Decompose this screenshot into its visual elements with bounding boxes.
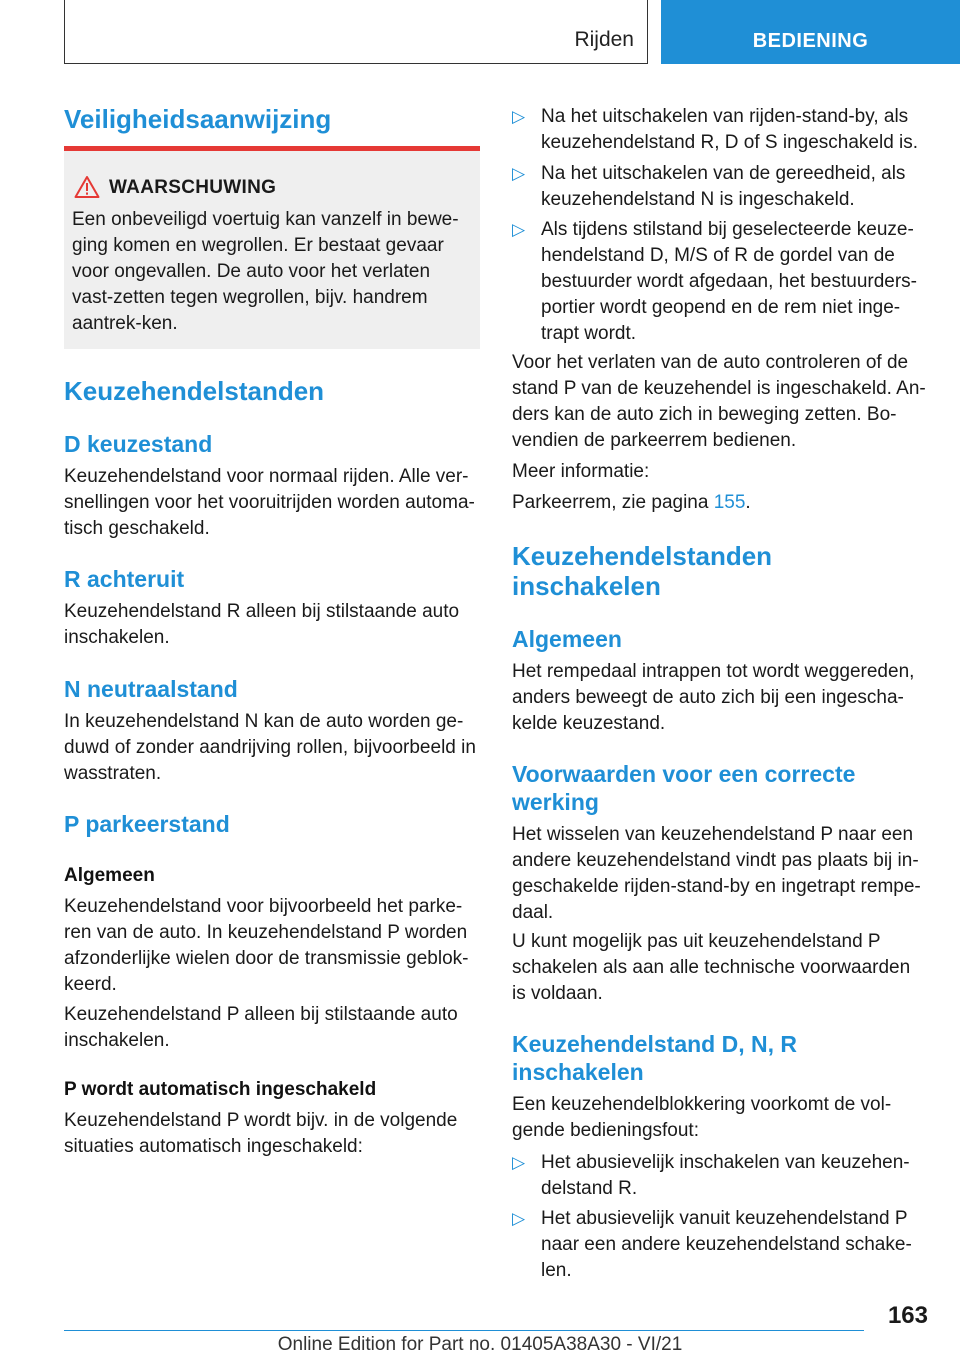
bullet-triangle-icon: ▷: [512, 220, 526, 239]
subheading-auto: P wordt automatisch ingeschakeld: [64, 1079, 377, 1100]
paragraph-leave: Voor het verlaten van de auto controleren of de stand P van de keuzehendel is ingeschakeld. An-ders kan de auto zich in beweging zetten. Bo-vendien de parkeerrem bedienen.: [512, 352, 926, 451]
bullet-triangle-icon: ▷: [512, 1153, 526, 1172]
paragraph-n: In keuzehendelstand N kan de auto worden ge-duwd of zonder aandrijving rollen, bijvoorbeeld in wasstraten.: [64, 711, 476, 784]
page-link[interactable]: 155: [713, 492, 746, 513]
warning-triangle-icon: [74, 175, 100, 199]
paragraph-dnr: Een keuzehendelblokkering voorkomt de vol-gende bedieningsfout:: [512, 1094, 892, 1141]
list-item: ▷ Als tijdens stilstand bij geselecteerde keuze-hendelstand D, M/S of R de gordel van de bestuurder wordt afgedaan, het bestuurders-portier wordt geopend en de rem niet inge-trapt wordt.: [512, 219, 918, 344]
paragraph-auto: Keuzehendelstand P wordt bijv. in de volgende situaties automatisch ingeschakeld:: [64, 1110, 458, 1157]
heading-positions: Keuzehendelstanden: [64, 376, 325, 406]
warning-text: Een onbeveiligd voertuig kan vanzelf in bewe-ging komen en wegrollen. Er bestaat gevaar voor ongevallen. De auto voor het verlaten vast-zetten tegen wegrollen, bijv. handrem aantrek-ken.: [72, 209, 459, 334]
heading-general: Algemeen: [512, 626, 622, 652]
footer-divider: [64, 1330, 864, 1331]
list-item: ▷ Na het uitschakelen van de gereedheid, als keuzehendelstand N is ingeschakeld.: [512, 163, 906, 210]
list-item: ▷ Het abusievelijk inschakelen van keuzehen-delstand R.: [512, 1152, 910, 1199]
paragraph-r: Keuzehendelstand R alleen bij stilstaande auto inschakelen.: [64, 601, 460, 648]
header-frame: [64, 0, 648, 64]
heading-p: P parkeerstand: [64, 811, 230, 837]
list-item: ▷ Het abusievelijk vanuit keuzehendelstand P naar een andere keuzehendelstand schake-len.: [512, 1208, 912, 1281]
paragraph-d: Keuzehendelstand voor normaal rijden. Alle ver-snellingen voor het vooruitrijden worden automa-tisch geschakeld.: [64, 466, 475, 539]
subheading-general: Algemeen: [64, 865, 155, 886]
paragraph-cond1: Het wisselen van keuzehendelstand P naar een andere keuzehendelstand vindt pas plaats bij in-geschakelde rijden-stand-by en ingetrapt rempe-daal.: [512, 824, 921, 923]
heading-engage: Keuzehendelstanden inschakelen: [512, 541, 773, 601]
paragraph-general: Het rempedaal intrappen tot wordt weggereden, anders beweegt de auto zich bij een ingescha-kelde keuzestand.: [512, 661, 915, 734]
bullet-triangle-icon: ▷: [512, 1209, 526, 1228]
bullet-triangle-icon: ▷: [512, 164, 526, 183]
paragraph-p2: Keuzehendelstand P alleen bij stilstaande auto inschakelen.: [64, 1004, 458, 1051]
warning-box: [64, 146, 480, 349]
paragraph-ref: Parkeerrem, zie pagina 155.: [512, 492, 751, 513]
page-number: 163: [887, 1302, 928, 1329]
heading-safety: Veiligheidsaanwijzing: [64, 104, 332, 134]
paragraph-cond2: U kunt mogelijk pas uit keuzehendelstand P schakelen als aan alle technische voorwaarden is voldaan.: [512, 931, 911, 1004]
heading-d: D keuzestand: [64, 431, 213, 457]
chapter-tab[interactable]: BEDIENING: [661, 0, 960, 64]
bullet-triangle-icon: ▷: [512, 107, 526, 126]
paragraph-more: Meer informatie:: [512, 461, 650, 482]
footer-edition: Online Edition for Part no. 01405A38A30 - VI/21: [277, 1334, 683, 1355]
heading-dnr: Keuzehendelstand D, N, R inschakelen: [512, 1031, 797, 1085]
heading-n: N neutraalstand: [64, 676, 238, 702]
section-title: Rijden: [574, 28, 634, 51]
heading-r: R achteruit: [64, 566, 185, 592]
heading-conditions: Voorwaarden voor een correcte werking: [512, 761, 856, 815]
list-item: ▷ Na het uitschakelen van rijden-stand-by, als keuzehendelstand R, D of S ingeschakeld is.: [512, 106, 919, 153]
warning-title: WAARSCHUWING: [109, 177, 277, 198]
paragraph-p1: Keuzehendelstand voor bijvoorbeeld het parke-ren van de auto. In keuzehendelstand P worden afzonderlijke wielen door de transmissie geblok-keerd.: [64, 896, 469, 995]
